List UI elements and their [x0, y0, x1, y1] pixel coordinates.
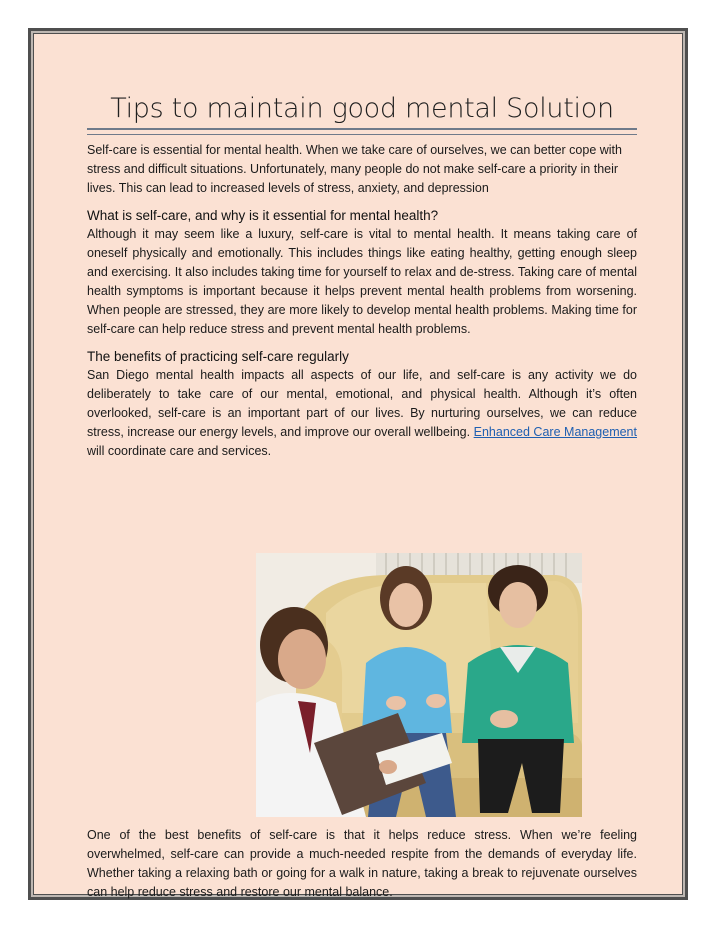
- enhanced-care-management-link[interactable]: Enhanced Care Management: [473, 425, 637, 439]
- title-underline: [87, 128, 637, 135]
- section2-body-text: San Diego mental health impacts all aspects of our life, and self-care is any activity we do deliberately to take care of our mental, emotional, and physical health. Although it’s often overlooked, self-care is an important part of our lives. By nurturing ourselves, we can reduce stress, increase our energy levels, and improve our overall wellbeing.: [87, 368, 637, 439]
- document-page: [28, 28, 688, 900]
- section1-body: Although it may seem like a luxury, self-care is vital to mental health. It means taking care of oneself physically and emotionally. This includes things like eating healthy, getting enough sleep and exercising. It also includes taking time for yourself to relax and de-stress. Taking care of mental health symptoms is important because it helps prevent mental health problems from worsening. When people are stressed, they are more likely to develop mental health problems. Making time for self-care can help reduce stress and prevent mental health problems.: [87, 227, 637, 336]
- section2-heading: The benefits of practicing self-care regularly: [87, 349, 349, 364]
- closing-paragraph: One of the best benefits of self-care is that it helps reduce stress. When we’re feeling overwhelmed, self-care can provide a much-needed respite from the demands of everyday life. Whether taking a relaxing bath or going for a walk in nature, taking a break to rejuvenate ourselves can help reduce stress and restore our mental balance.: [87, 828, 637, 899]
- document-content: [87, 91, 637, 899]
- page-title: Tips to maintain good mental Solution: [110, 93, 614, 124]
- intro-paragraph: Self-care is essential for mental health. When we take care of ourselves, we can better cope with stress and difficult situations. Unfortunately, many people do not make self-care a priority in their lives. This can lead to increased levels of stress, anxiety, and depression: [87, 143, 622, 195]
- section2-body: [87, 366, 637, 461]
- counseling-session-photo: [256, 553, 582, 817]
- section2-body-tail: will coordinate care and services.: [87, 444, 272, 458]
- section1-heading: What is self-care, and why is it essential for mental health?: [87, 208, 439, 223]
